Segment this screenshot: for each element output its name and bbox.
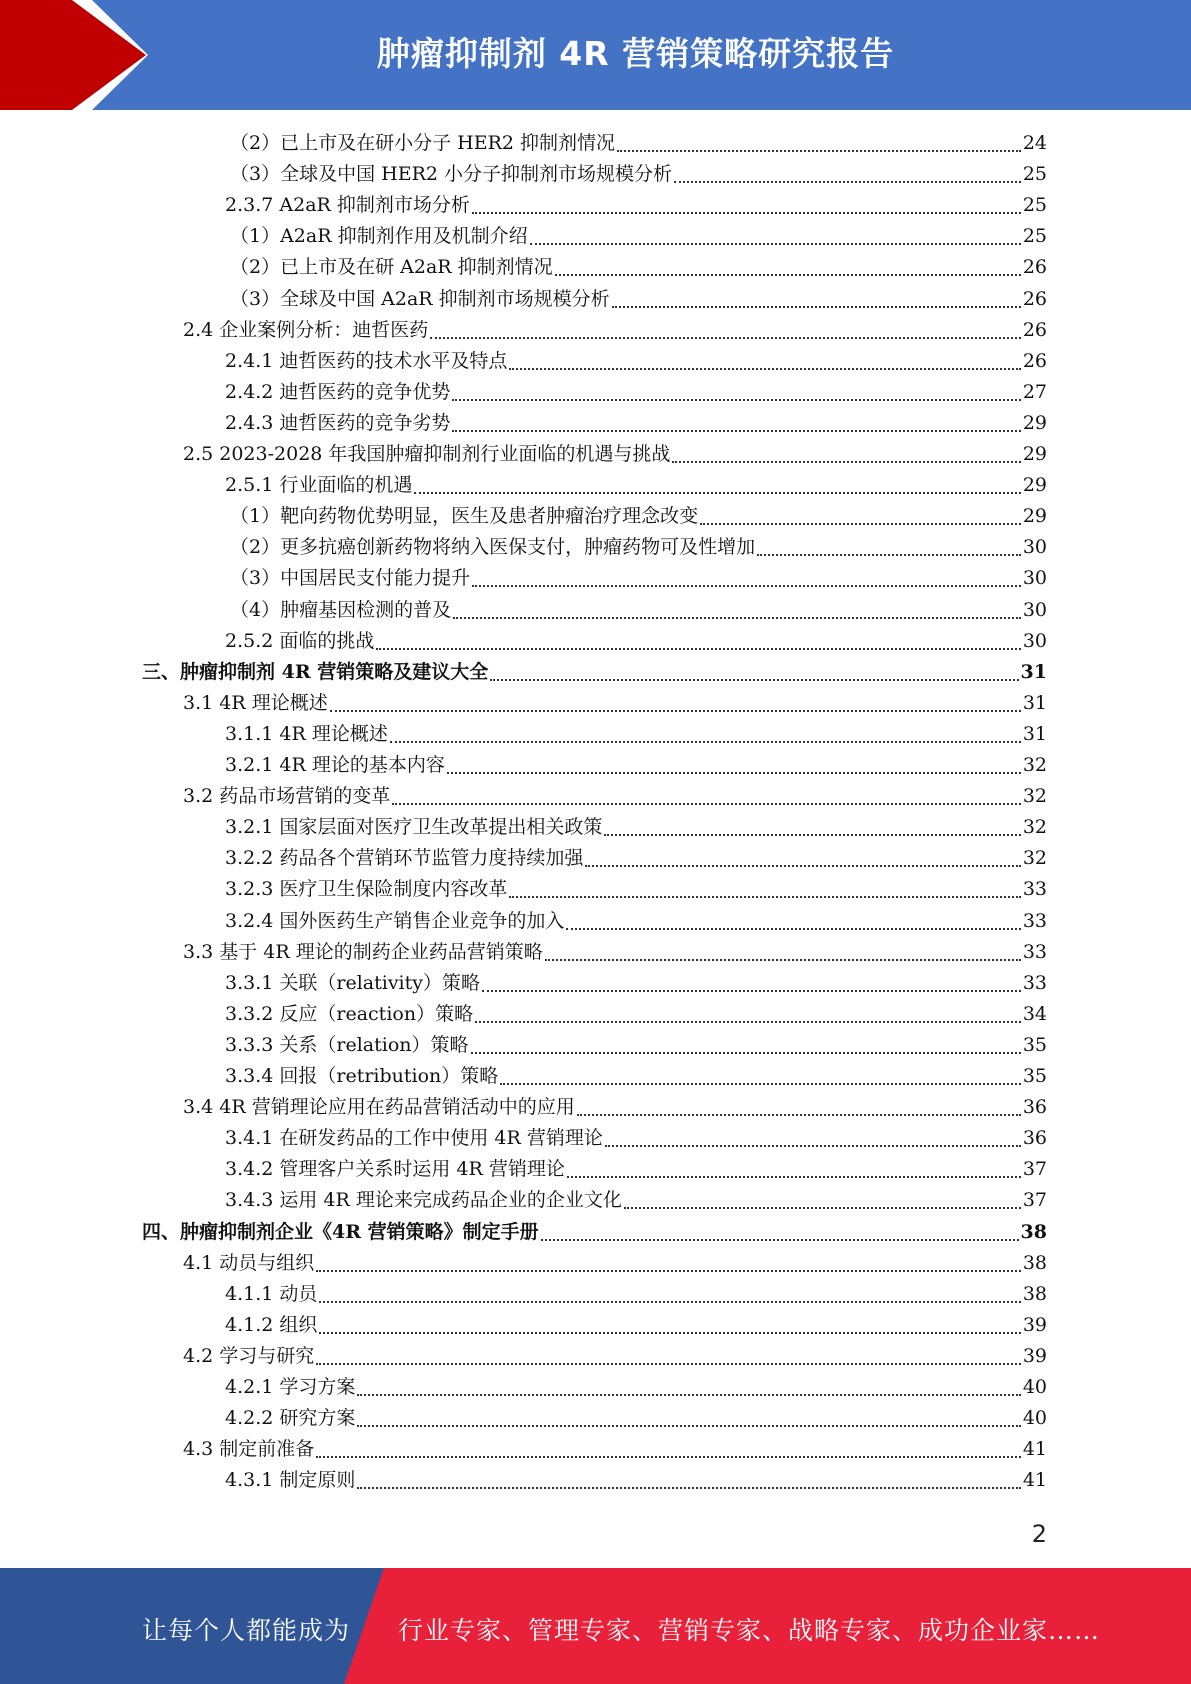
toc-entry[interactable]: [225, 1403, 1047, 1434]
toc-entry[interactable]: [225, 1310, 1047, 1341]
toc-entry-title: 3.2.3 医疗卫生保险制度内容改革: [225, 878, 508, 901]
toc-entry-page: 30: [1022, 598, 1047, 621]
toc-entry[interactable]: [225, 1123, 1047, 1154]
toc-entry-title: （2）更多抗癌创新药物将纳入医保支付，肿瘤药物可及性增加: [230, 536, 756, 559]
toc-entry[interactable]: [225, 843, 1047, 874]
toc-entry-title: （2）已上市及在研小分子 HER2 抑制剂情况: [230, 132, 616, 154]
toc-dot-leader: [472, 585, 1021, 587]
toc-entry-page: 33: [1022, 878, 1047, 901]
toc-entry-title: 3.2 药品市场营销的变革: [183, 785, 391, 808]
toc-entry-title: 三、肿瘤抑制剂 4R 营销策略及建议大全: [142, 660, 489, 683]
toc-entry[interactable]: [183, 439, 1047, 470]
toc-dot-leader: [604, 834, 1020, 836]
toc-dot-leader: [414, 492, 1020, 494]
toc-entry-page: 31: [1020, 660, 1047, 683]
toc-entry[interactable]: [225, 1154, 1047, 1185]
toc-entry-page: 30: [1022, 536, 1047, 559]
toc-entry[interactable]: [230, 532, 1047, 563]
toc-entry-title: 4.2.1 学习方案: [225, 1376, 356, 1398]
toc-entry-title: 2.3.7 A2aR 抑制剂市场分析: [225, 194, 470, 217]
toc-entry-title: 3.2.4 国外医药生产销售企业竞争的加入: [225, 909, 565, 932]
toc-entry-title: 4.1.2 组织: [225, 1313, 318, 1336]
toc-dot-leader: [330, 710, 1021, 712]
toc-entry-title: （1）靶向药物优势明显，医生及患者肿瘤治疗理念改变: [230, 505, 699, 528]
toc-entry[interactable]: [230, 221, 1047, 252]
toc-dot-leader: [319, 1301, 1020, 1303]
toc-entry-page: 32: [1022, 847, 1047, 870]
toc-dot-leader: [316, 1363, 1021, 1365]
footer-slogan-right: 行业专家、管理专家、营销专家、战略专家、成功企业家……: [398, 1616, 1101, 1645]
toc-entry[interactable]: [225, 812, 1047, 843]
toc-entry-title: 3.3 基于 4R 理论的制药企业药品营销策略: [183, 940, 543, 963]
toc-entry[interactable]: [225, 1185, 1047, 1216]
toc-entry[interactable]: [225, 874, 1047, 905]
toc-entry-page: 30: [1022, 567, 1047, 590]
toc-entry[interactable]: [230, 595, 1047, 626]
toc-dot-leader: [316, 1270, 1021, 1272]
toc-entry[interactable]: [230, 284, 1047, 315]
toc-entry-page: 25: [1022, 163, 1047, 186]
toc-entry-title: 3.3.2 反应（reaction）策略: [225, 1002, 474, 1025]
toc-entry-page: 39: [1022, 1313, 1047, 1336]
toc-entry[interactable]: [225, 750, 1047, 781]
toc-entry[interactable]: [225, 408, 1047, 439]
toc-dot-leader: [672, 461, 1020, 463]
report-header: [0, 0, 1191, 110]
toc-entry[interactable]: [183, 781, 1047, 812]
toc-entry[interactable]: [230, 252, 1047, 283]
toc-entry-page: 38: [1022, 1282, 1047, 1305]
toc-entry-page: 32: [1022, 785, 1047, 808]
toc-dot-leader: [430, 337, 1021, 339]
toc-dot-leader: [376, 648, 1020, 650]
toc-entry-page: 25: [1022, 194, 1047, 217]
toc-entry-page: 33: [1022, 940, 1047, 963]
toc-entry[interactable]: [183, 1092, 1047, 1123]
toc-entry-title: 2.4 企业案例分析：迪哲医药: [183, 318, 429, 341]
toc-dot-leader: [319, 1332, 1020, 1334]
toc-entry[interactable]: [225, 377, 1047, 408]
toc-entry[interactable]: [225, 999, 1047, 1030]
toc-dot-leader: [482, 990, 1021, 992]
toc-entry-title: 2.4.1 迪哲医药的技术水平及特点: [225, 349, 508, 372]
toc-entry-page: 32: [1022, 754, 1047, 776]
toc-entry-title: 3.4.1 在研发药品的工作中使用 4R 营销理论: [225, 1127, 603, 1150]
toc-entry-page: 31: [1022, 691, 1047, 714]
toc-dot-leader: [605, 1145, 1021, 1147]
toc-dot-leader: [357, 1487, 1020, 1489]
toc-entry-title: 3.1 4R 理论概述: [183, 691, 328, 714]
toc-entry[interactable]: [225, 1061, 1047, 1092]
toc-entry-page: 31: [1022, 722, 1047, 745]
toc-entry[interactable]: [225, 1465, 1047, 1496]
toc-entry[interactable]: [225, 470, 1047, 501]
toc-dot-leader: [392, 803, 1021, 805]
toc-dot-leader: [390, 741, 1021, 743]
toc-entry-title: 3.3.1 关联（relativity）策略: [225, 971, 481, 994]
toc-entry-title: （1）A2aR 抑制剂作用及机制介绍: [230, 225, 528, 248]
toc-dot-leader: [316, 1456, 1021, 1458]
toc-entry-title: （2）已上市及在研 A2aR 抑制剂情况: [230, 256, 553, 279]
toc-entry-page: 26: [1022, 287, 1047, 310]
toc-entry[interactable]: [225, 190, 1047, 221]
toc-dot-leader: [545, 959, 1021, 961]
toc-dot-leader: [490, 679, 1018, 681]
toc-entry-title: 3.2.1 国家层面对医疗卫生改革提出相关政策: [225, 816, 603, 839]
toc-entry-page: 40: [1022, 1407, 1047, 1430]
toc-dot-leader: [624, 1207, 1021, 1209]
toc-entry-title: 3.4.3 运用 4R 理论来完成药品企业的企业文化: [225, 1189, 622, 1212]
toc-entry-title: （3）中国居民支付能力提升: [230, 567, 471, 590]
toc-entry[interactable]: [183, 1248, 1047, 1279]
toc-entry-page: 27: [1022, 380, 1047, 403]
toc-dot-leader: [509, 896, 1020, 898]
toc-dot-leader: [452, 399, 1020, 401]
toc-entry-title: （3）全球及中国 A2aR 抑制剂市场规模分析: [230, 287, 610, 310]
toc-entry-page: 36: [1022, 1096, 1047, 1119]
toc-dot-leader: [530, 243, 1021, 245]
toc-entry-title: 4.3.1 制定原则: [225, 1469, 356, 1492]
toc-entry-title: 四、肿瘤抑制剂企业《4R 营销策略》制定手册: [142, 1220, 539, 1243]
toc-entry[interactable]: [225, 1030, 1047, 1061]
toc-entry-page: 40: [1022, 1376, 1047, 1398]
toc-entry[interactable]: [183, 1341, 1047, 1372]
toc-entry[interactable]: [225, 1279, 1047, 1310]
toc-entry-title: （4）肿瘤基因检测的普及: [230, 598, 452, 621]
toc-entry[interactable]: [183, 315, 1047, 346]
toc-entry-title: 3.2.2 药品各个营销环节监管力度持续加强: [225, 847, 584, 870]
toc-entry-page: 30: [1022, 629, 1047, 652]
toc-entry-page: 36: [1022, 1127, 1047, 1150]
toc-entry-page: 35: [1022, 1065, 1047, 1087]
toc-entry[interactable]: [225, 626, 1047, 657]
toc-dot-leader: [357, 1425, 1020, 1427]
toc-dot-leader: [617, 150, 1021, 152]
toc-entry-page: 32: [1022, 816, 1047, 839]
toc-dot-leader: [471, 1052, 1021, 1054]
toc-entry[interactable]: [183, 1434, 1047, 1465]
toc-entry-title: 4.3 制定前准备: [183, 1438, 315, 1461]
footer-banner: [0, 1568, 1191, 1684]
toc-dot-leader: [567, 1176, 1021, 1178]
toc-dot-leader: [509, 368, 1020, 370]
toc-entry-title: 3.4 4R 营销理论应用在药品营销活动中的应用: [183, 1096, 575, 1119]
toc-entry-page: 35: [1022, 1033, 1047, 1056]
toc-entry[interactable]: [230, 501, 1047, 532]
toc-dot-leader: [566, 928, 1020, 930]
toc-entry-page: 33: [1022, 971, 1047, 994]
toc-entry-title: 2.5 2023-2028 年我国肿瘤抑制剂行业面临的机遇与挑战: [183, 443, 671, 465]
footer-slogan-left: 让每个人都能成为: [142, 1616, 351, 1645]
toc-entry[interactable]: [225, 906, 1047, 937]
toc-entry-page: 29: [1022, 474, 1047, 497]
toc-entry-page: 37: [1022, 1158, 1047, 1181]
toc-dot-leader: [472, 212, 1021, 214]
toc-entry-title: 2.5.2 面临的挑战: [225, 629, 375, 652]
toc-entry-page: 24: [1022, 132, 1047, 154]
toc-entry-page: 25: [1022, 225, 1047, 248]
report-title: 肿瘤抑制剂 4R 营销策略研究报告: [376, 34, 895, 73]
toc-entry-title: 2.4.2 迪哲医药的竞争优势: [225, 380, 451, 403]
toc-dot-leader: [585, 865, 1020, 867]
toc-entry-page: 37: [1022, 1189, 1047, 1212]
toc-dot-leader: [453, 617, 1021, 619]
toc-entry[interactable]: [225, 346, 1047, 377]
toc-entry-page: 26: [1022, 318, 1047, 341]
toc-entry-page: 26: [1022, 349, 1047, 372]
toc-dot-leader: [612, 306, 1021, 308]
toc-entry-title: 3.2.1 4R 理论的基本内容: [225, 754, 445, 776]
toc-entry-title: 3.3.4 回报（retribution）策略: [225, 1065, 499, 1087]
toc-entry-page: 29: [1022, 443, 1047, 465]
toc-entry[interactable]: [225, 719, 1047, 750]
toc-entry[interactable]: [225, 1372, 1047, 1403]
page-number: 2: [1031, 1520, 1047, 1548]
toc-chapter-entry[interactable]: [142, 1217, 1047, 1248]
toc-entry[interactable]: [230, 128, 1047, 159]
toc-entry[interactable]: [230, 563, 1047, 594]
toc-entry-page: 38: [1022, 1251, 1047, 1274]
toc-entry-title: 4.2 学习与研究: [183, 1344, 315, 1367]
toc-dot-leader: [541, 1239, 1019, 1241]
toc-dot-leader: [452, 430, 1020, 432]
toc-dot-leader: [555, 274, 1021, 276]
toc-entry-title: 3.1.1 4R 理论概述: [225, 722, 388, 745]
toc-dot-leader: [357, 1394, 1020, 1396]
toc-entry-page: 41: [1022, 1469, 1047, 1492]
toc-chapter-entry[interactable]: [142, 657, 1047, 688]
toc-entry-title: 3.4.2 管理客户关系时运用 4R 营销理论: [225, 1158, 565, 1181]
toc-entry-title: 2.5.1 行业面临的机遇: [225, 474, 413, 497]
toc-dot-leader: [577, 1114, 1021, 1116]
toc-entry-page: 39: [1022, 1344, 1047, 1367]
toc-entry-page: 29: [1022, 505, 1047, 528]
toc-entry-page: 26: [1022, 256, 1047, 279]
toc-dot-leader: [757, 554, 1021, 556]
toc-entry[interactable]: [230, 159, 1047, 190]
toc-dot-leader: [475, 1021, 1021, 1023]
toc-entry-title: 4.1.1 动员: [225, 1282, 318, 1305]
toc-entry-title: 4.1 动员与组织: [183, 1251, 315, 1274]
toc-entry-title: 3.3.3 关系（relation）策略: [225, 1033, 469, 1056]
toc-dot-leader: [447, 772, 1021, 774]
toc-entry-page: 34: [1022, 1002, 1047, 1025]
toc-dot-leader: [700, 523, 1021, 525]
toc-entry-page: 38: [1020, 1220, 1047, 1243]
toc-entry-title: （3）全球及中国 HER2 小分子抑制剂市场规模分析: [230, 163, 673, 186]
toc-entry-title: 4.2.2 研究方案: [225, 1407, 356, 1430]
toc-dot-leader: [674, 181, 1021, 183]
toc-entry[interactable]: [225, 968, 1047, 999]
toc-entry-page: 29: [1022, 411, 1047, 434]
toc-entry[interactable]: [183, 937, 1047, 968]
toc-dot-leader: [500, 1083, 1021, 1085]
toc-entry-page: 33: [1022, 909, 1047, 932]
toc-entry-page: 41: [1022, 1438, 1047, 1461]
toc-entry-title: 2.4.3 迪哲医药的竞争劣势: [225, 411, 451, 434]
toc-entry[interactable]: [183, 688, 1047, 719]
